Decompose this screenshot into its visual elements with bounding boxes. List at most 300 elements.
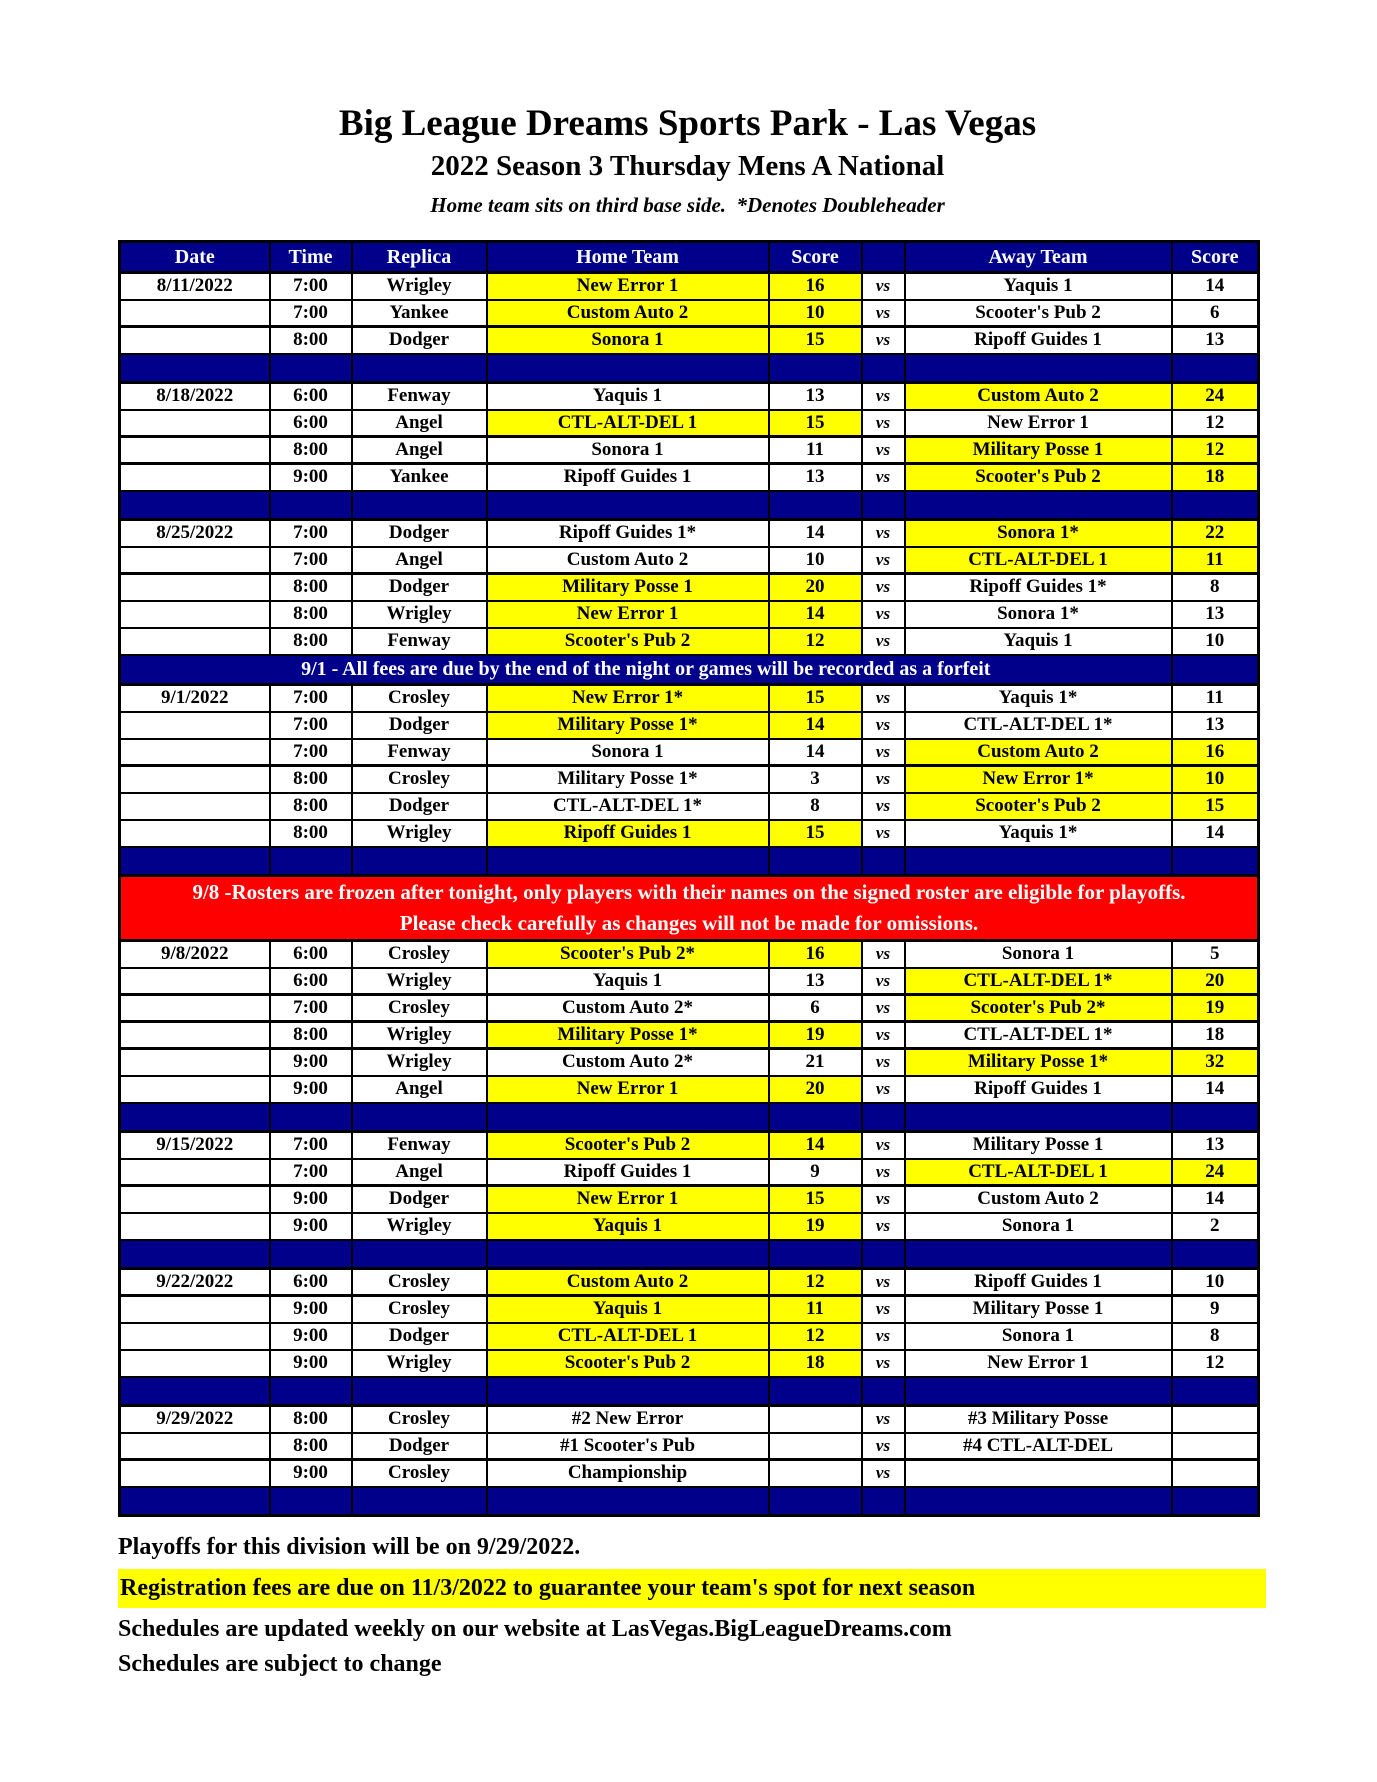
away-score-cell: 11 [1172, 547, 1259, 574]
game-row [120, 766, 1259, 793]
away-score-cell: 13 [1172, 327, 1259, 354]
date-cell [120, 1159, 270, 1186]
date-cell: 8/25/2022 [120, 520, 270, 547]
vs-cell: vs [862, 766, 905, 793]
date-cell [120, 968, 270, 995]
home-score-cell: 10 [769, 547, 862, 574]
away-score-cell: 14 [1172, 820, 1259, 847]
spacer-cell [487, 1487, 769, 1516]
away-score-cell: 13 [1172, 601, 1259, 628]
spacer-cell [862, 1240, 905, 1269]
home-score-cell: 12 [769, 1269, 862, 1296]
home-team-cell: #2 New Error [487, 1406, 769, 1433]
away-team-cell: Sonora 1 [905, 941, 1172, 968]
game-row [120, 1049, 1259, 1076]
spacer-cell [120, 1487, 270, 1516]
home-score-cell: 18 [769, 1350, 862, 1377]
time-cell: 8:00 [270, 820, 352, 847]
home-team-cell: Scooter's Pub 2* [487, 941, 769, 968]
date-cell [120, 1350, 270, 1377]
away-team-cell: Scooter's Pub 2 [905, 793, 1172, 820]
home-score-cell: 14 [769, 520, 862, 547]
spacer-cell [769, 1103, 862, 1132]
date-cell [120, 547, 270, 574]
vs-cell: vs [862, 1460, 905, 1487]
away-team-cell: Scooter's Pub 2 [905, 300, 1172, 327]
home-score-cell: 16 [769, 273, 862, 300]
replica-cell: Fenway [352, 628, 487, 655]
away-score-cell: 8 [1172, 574, 1259, 601]
game-row [120, 793, 1259, 820]
vs-cell: vs [862, 1186, 905, 1213]
away-score-cell: 15 [1172, 793, 1259, 820]
home-score-cell: 14 [769, 1132, 862, 1159]
vs-cell: vs [862, 547, 905, 574]
time-cell: 7:00 [270, 273, 352, 300]
spacer-cell [352, 1240, 487, 1269]
date-cell [120, 712, 270, 739]
date-cell [120, 1213, 270, 1240]
away-team-cell: Yaquis 1* [905, 820, 1172, 847]
replica-cell: Angel [352, 437, 487, 464]
home-score-cell: 14 [769, 712, 862, 739]
vs-cell: vs [862, 410, 905, 437]
game-row [120, 1076, 1259, 1103]
away-team-cell: New Error 1 [905, 410, 1172, 437]
game-row [120, 1022, 1259, 1049]
vs-cell: vs [862, 995, 905, 1022]
replica-cell: Dodger [352, 327, 487, 354]
home-team-cell: New Error 1 [487, 601, 769, 628]
away-team-cell: Sonora 1* [905, 601, 1172, 628]
time-cell: 9:00 [270, 1350, 352, 1377]
home-score-cell: 12 [769, 628, 862, 655]
vs-cell: vs [862, 383, 905, 410]
away-team-cell: CTL-ALT-DEL 1 [905, 1159, 1172, 1186]
replica-cell: Wrigley [352, 1049, 487, 1076]
spacer-cell [270, 1377, 352, 1406]
home-score-cell: 11 [769, 1296, 862, 1323]
replica-cell: Crosley [352, 1269, 487, 1296]
game-row [120, 995, 1259, 1022]
spacer-cell [120, 1103, 270, 1132]
spacer-cell [270, 491, 352, 520]
replica-cell: Wrigley [352, 601, 487, 628]
away-score-cell: 22 [1172, 520, 1259, 547]
home-score-cell: 19 [769, 1213, 862, 1240]
spacer-row [120, 491, 1259, 520]
spacer-row [120, 1377, 1259, 1406]
home-score-cell: 12 [769, 1323, 862, 1350]
spacer-cell [769, 1377, 862, 1406]
game-row [120, 1323, 1259, 1350]
header-vs [862, 242, 905, 273]
spacer-cell [769, 1240, 862, 1269]
time-cell: 7:00 [270, 1159, 352, 1186]
vs-cell: vs [862, 437, 905, 464]
page-note: Home team sits on third base side. *Denotes Doubleheader [430, 193, 945, 218]
vs-cell: vs [862, 1213, 905, 1240]
spacer-cell [1172, 354, 1259, 383]
replica-cell: Crosley [352, 995, 487, 1022]
header-home-score: Score [769, 242, 862, 273]
spacer-cell [1172, 1103, 1259, 1132]
home-score-cell: 14 [769, 739, 862, 766]
home-team-cell: New Error 1* [487, 685, 769, 712]
home-team-cell: Custom Auto 2* [487, 1049, 769, 1076]
spacer-cell [1172, 1240, 1259, 1269]
spacer-cell [1172, 1487, 1259, 1516]
replica-cell: Dodger [352, 1433, 487, 1460]
home-team-cell: Scooter's Pub 2 [487, 1132, 769, 1159]
home-score-cell: 20 [769, 1076, 862, 1103]
game-row [120, 1186, 1259, 1213]
time-cell: 8:00 [270, 1433, 352, 1460]
page-title: Big League Dreams Sports Park - Las Vegas [338, 103, 1037, 144]
replica-cell: Dodger [352, 1186, 487, 1213]
home-team-cell: Military Posse 1* [487, 766, 769, 793]
time-cell: 8:00 [270, 793, 352, 820]
time-cell: 8:00 [270, 1406, 352, 1433]
spacer-cell [270, 847, 352, 876]
away-score-cell: 14 [1172, 273, 1259, 300]
date-cell: 8/11/2022 [120, 273, 270, 300]
replica-cell: Angel [352, 410, 487, 437]
away-score-cell: 24 [1172, 383, 1259, 410]
header-replica: Replica [352, 242, 487, 273]
replica-cell: Dodger [352, 712, 487, 739]
away-score-cell: 9 [1172, 1296, 1259, 1323]
date-cell [120, 464, 270, 491]
home-score-cell: 19 [769, 1022, 862, 1049]
replica-cell: Fenway [352, 739, 487, 766]
vs-cell: vs [862, 793, 905, 820]
home-team-cell: Sonora 1 [487, 327, 769, 354]
date-cell: 9/1/2022 [120, 685, 270, 712]
spacer-cell [120, 354, 270, 383]
away-team-cell: Sonora 1* [905, 520, 1172, 547]
home-score-cell: 10 [769, 300, 862, 327]
spacer-row [120, 354, 1259, 383]
game-row [120, 300, 1259, 327]
away-score-cell: 18 [1172, 1022, 1259, 1049]
home-team-cell: Yaquis 1 [487, 1213, 769, 1240]
time-cell: 9:00 [270, 1460, 352, 1487]
away-team-cell: Military Posse 1 [905, 437, 1172, 464]
spacer-cell [905, 1377, 1172, 1406]
home-team-cell: Sonora 1 [487, 739, 769, 766]
vs-cell: vs [862, 820, 905, 847]
home-score-cell: 15 [769, 410, 862, 437]
date-cell [120, 1433, 270, 1460]
time-cell: 9:00 [270, 1213, 352, 1240]
page-subtitle: 2022 Season 3 Thursday Mens A National [430, 149, 945, 182]
home-team-cell: Custom Auto 2 [487, 547, 769, 574]
away-score-cell: 8 [1172, 1323, 1259, 1350]
spacer-cell [120, 1240, 270, 1269]
time-cell: 9:00 [270, 1323, 352, 1350]
time-cell: 9:00 [270, 1296, 352, 1323]
time-cell: 7:00 [270, 520, 352, 547]
away-score-cell: 10 [1172, 1269, 1259, 1296]
time-cell: 7:00 [270, 739, 352, 766]
spacer-cell [769, 1487, 862, 1516]
date-cell: 9/22/2022 [120, 1269, 270, 1296]
away-team-cell: CTL-ALT-DEL 1* [905, 968, 1172, 995]
home-score-cell: 15 [769, 820, 862, 847]
replica-cell: Fenway [352, 1132, 487, 1159]
spacer-cell [905, 1103, 1172, 1132]
footer [118, 1533, 1377, 1679]
away-score-cell: 13 [1172, 712, 1259, 739]
away-score-cell: 32 [1172, 1049, 1259, 1076]
spacer-cell [270, 1240, 352, 1269]
fees-banner-row [120, 655, 1259, 685]
game-row [120, 601, 1259, 628]
home-score-cell: 15 [769, 1186, 862, 1213]
replica-cell: Crosley [352, 685, 487, 712]
away-score-cell: 20 [1172, 968, 1259, 995]
replica-cell: Dodger [352, 793, 487, 820]
time-cell: 6:00 [270, 1269, 352, 1296]
home-team-cell: Ripoff Guides 1 [487, 820, 769, 847]
date-cell: 9/8/2022 [120, 941, 270, 968]
time-cell: 8:00 [270, 766, 352, 793]
away-score-cell [1172, 1460, 1259, 1487]
time-cell: 6:00 [270, 968, 352, 995]
spacer-cell [862, 1487, 905, 1516]
spacer-cell [487, 1103, 769, 1132]
away-score-cell: 13 [1172, 1132, 1259, 1159]
date-cell [120, 1296, 270, 1323]
away-team-cell: Custom Auto 2 [905, 383, 1172, 410]
replica-cell: Dodger [352, 1323, 487, 1350]
date-cell: 8/18/2022 [120, 383, 270, 410]
vs-cell: vs [862, 1022, 905, 1049]
time-cell: 8:00 [270, 327, 352, 354]
game-row [120, 327, 1259, 354]
home-team-cell: New Error 1 [487, 1076, 769, 1103]
footer-playoffs-note: Playoffs for this division will be on 9/29/2022. [118, 1534, 581, 1561]
home-team-cell: New Error 1 [487, 1186, 769, 1213]
time-cell: 7:00 [270, 547, 352, 574]
time-cell: 9:00 [270, 1186, 352, 1213]
header-date: Date [120, 242, 270, 273]
spacer-cell [769, 491, 862, 520]
spacer-cell [769, 847, 862, 876]
game-row [120, 1269, 1259, 1296]
replica-cell: Wrigley [352, 820, 487, 847]
date-cell [120, 437, 270, 464]
game-row [120, 1296, 1259, 1323]
home-team-cell: New Error 1 [487, 273, 769, 300]
home-team-cell: Military Posse 1* [487, 712, 769, 739]
away-score-cell: 14 [1172, 1186, 1259, 1213]
date-cell [120, 766, 270, 793]
away-team-cell: Yaquis 1* [905, 685, 1172, 712]
home-team-cell: CTL-ALT-DEL 1* [487, 793, 769, 820]
date-cell [120, 601, 270, 628]
home-team-cell: Ripoff Guides 1 [487, 1159, 769, 1186]
spacer-cell [120, 847, 270, 876]
home-team-cell: Yaquis 1 [487, 1296, 769, 1323]
spacer-cell [352, 1487, 487, 1516]
time-cell: 8:00 [270, 601, 352, 628]
vs-cell: vs [862, 1159, 905, 1186]
vs-cell: vs [862, 712, 905, 739]
game-row [120, 1460, 1259, 1487]
vs-cell: vs [862, 1323, 905, 1350]
game-row [120, 1213, 1259, 1240]
time-cell: 7:00 [270, 685, 352, 712]
away-team-cell: New Error 1 [905, 1350, 1172, 1377]
away-team-cell: Custom Auto 2 [905, 1186, 1172, 1213]
away-team-cell: CTL-ALT-DEL 1* [905, 712, 1172, 739]
away-team-cell: New Error 1* [905, 766, 1172, 793]
time-cell: 8:00 [270, 437, 352, 464]
date-cell [120, 1460, 270, 1487]
game-row [120, 739, 1259, 766]
away-score-cell: 16 [1172, 739, 1259, 766]
vs-cell: vs [862, 520, 905, 547]
home-team-cell: Military Posse 1* [487, 1022, 769, 1049]
home-team-cell: CTL-ALT-DEL 1 [487, 410, 769, 437]
away-team-cell: Scooter's Pub 2 [905, 464, 1172, 491]
date-cell [120, 820, 270, 847]
spacer-cell [905, 354, 1172, 383]
spacer-row [120, 1240, 1259, 1269]
vs-cell: vs [862, 1296, 905, 1323]
date-cell [120, 300, 270, 327]
vs-cell: vs [862, 1269, 905, 1296]
time-cell: 6:00 [270, 383, 352, 410]
replica-cell: Wrigley [352, 1022, 487, 1049]
home-score-cell: 20 [769, 574, 862, 601]
header-away-team: Away Team [905, 242, 1172, 273]
away-score-cell: 12 [1172, 437, 1259, 464]
date-cell: 9/29/2022 [120, 1406, 270, 1433]
away-team-cell: Military Posse 1 [905, 1132, 1172, 1159]
spacer-cell [1172, 1377, 1259, 1406]
time-cell: 7:00 [270, 1132, 352, 1159]
replica-cell: Wrigley [352, 1350, 487, 1377]
home-team-cell: #1 Scooter's Pub [487, 1433, 769, 1460]
vs-cell: vs [862, 685, 905, 712]
away-team-cell: Scooter's Pub 2* [905, 995, 1172, 1022]
away-team-cell: Ripoff Guides 1 [905, 1076, 1172, 1103]
home-score-cell: 14 [769, 601, 862, 628]
replica-cell: Fenway [352, 383, 487, 410]
vs-cell: vs [862, 1406, 905, 1433]
spacer-cell [862, 354, 905, 383]
date-cell [120, 574, 270, 601]
away-team-cell: Sonora 1 [905, 1213, 1172, 1240]
home-team-cell: Custom Auto 2 [487, 300, 769, 327]
away-score-cell [1172, 1433, 1259, 1460]
away-score-cell: 11 [1172, 685, 1259, 712]
replica-cell: Yankee [352, 464, 487, 491]
away-score-cell: 10 [1172, 766, 1259, 793]
header-away-score: Score [1172, 242, 1259, 273]
spacer-cell [862, 491, 905, 520]
game-row [120, 1433, 1259, 1460]
time-cell: 7:00 [270, 995, 352, 1022]
spacer-cell [352, 1377, 487, 1406]
date-cell [120, 327, 270, 354]
date-cell [120, 739, 270, 766]
time-cell: 6:00 [270, 941, 352, 968]
home-team-cell: Military Posse 1 [487, 574, 769, 601]
home-team-cell: Yaquis 1 [487, 968, 769, 995]
table-header-row [120, 242, 1259, 273]
spacer-row [120, 1103, 1259, 1132]
game-row [120, 941, 1259, 968]
game-row [120, 464, 1259, 491]
replica-cell: Crosley [352, 1296, 487, 1323]
schedule-body [120, 273, 1259, 1516]
date-cell [120, 1076, 270, 1103]
home-score-cell: 8 [769, 793, 862, 820]
spacer-cell [1172, 491, 1259, 520]
footer-website-note: Schedules are updated weekly on our website at LasVegas.BigLeagueDreams.com [118, 1615, 952, 1642]
spacer-cell [487, 491, 769, 520]
date-cell [120, 1323, 270, 1350]
home-score-cell: 15 [769, 685, 862, 712]
spacer-cell [270, 1103, 352, 1132]
vs-cell: vs [862, 601, 905, 628]
game-row [120, 574, 1259, 601]
spacer-cell [270, 354, 352, 383]
away-score-cell: 14 [1172, 1076, 1259, 1103]
away-team-cell: Sonora 1 [905, 1323, 1172, 1350]
spacer-cell [487, 847, 769, 876]
spacer-cell [769, 354, 862, 383]
spacer-cell [487, 1377, 769, 1406]
home-score-cell: 13 [769, 968, 862, 995]
spacer-cell [352, 1103, 487, 1132]
away-team-cell: Military Posse 1 [905, 1296, 1172, 1323]
home-score-cell: 16 [769, 941, 862, 968]
home-team-cell: Championship [487, 1460, 769, 1487]
spacer-cell [120, 491, 270, 520]
spacer-cell [905, 847, 1172, 876]
away-team-cell: #3 Military Posse [905, 1406, 1172, 1433]
time-cell: 8:00 [270, 628, 352, 655]
home-team-cell: Custom Auto 2 [487, 1269, 769, 1296]
spacer-cell [862, 1103, 905, 1132]
time-cell: 6:00 [270, 410, 352, 437]
game-row [120, 1406, 1259, 1433]
away-score-cell: 6 [1172, 300, 1259, 327]
time-cell: 9:00 [270, 1076, 352, 1103]
footer-registration-note: Registration fees are due on 11/3/2022 to guarantee your team's spot for next season [118, 1569, 1266, 1608]
away-score-cell: 12 [1172, 410, 1259, 437]
away-team-cell [905, 1460, 1172, 1487]
spacer-cell [352, 491, 487, 520]
game-row [120, 410, 1259, 437]
vs-cell: vs [862, 739, 905, 766]
replica-cell: Dodger [352, 520, 487, 547]
away-team-cell: CTL-ALT-DEL 1 [905, 547, 1172, 574]
away-team-cell: Yaquis 1 [905, 628, 1172, 655]
spacer-cell [487, 1240, 769, 1269]
game-row [120, 685, 1259, 712]
spacer-cell [270, 1487, 352, 1516]
date-cell [120, 1049, 270, 1076]
date-cell [120, 628, 270, 655]
spacer-cell [862, 847, 905, 876]
replica-cell: Crosley [352, 1460, 487, 1487]
